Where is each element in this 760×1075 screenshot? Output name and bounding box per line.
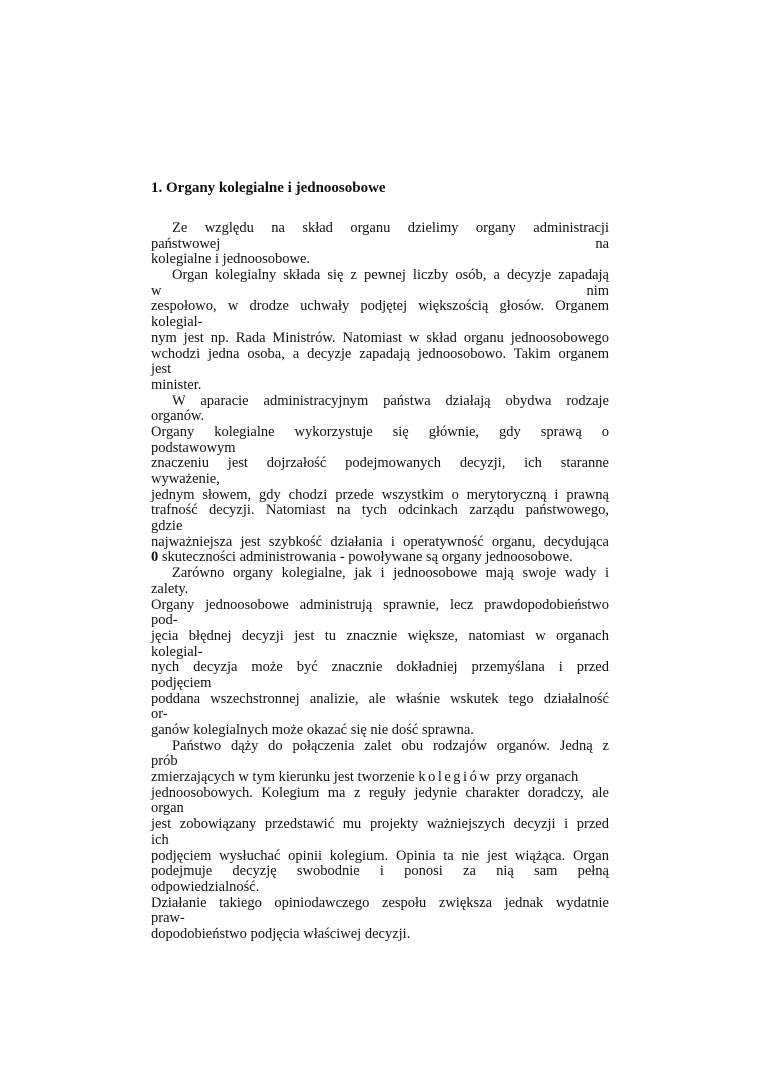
text-line: Organy kolegialne wykorzystuje się głównie, gdy sprawą o bbox=[151, 423, 609, 440]
text-line: jednoosobowych. Kolegium ma z reguły jedynie charakter doradczy, ale bbox=[151, 784, 609, 801]
text-line: ganów kolegialnych może okazać się nie dość sprawna. bbox=[151, 722, 474, 738]
text-line: znaczeniu jest dojrzałość podejmowanych decyzji, ich staranne bbox=[151, 455, 609, 472]
text-line: jest bbox=[151, 361, 172, 378]
text-line: kolegial- bbox=[151, 643, 203, 660]
text-line: kolegial- bbox=[151, 314, 203, 331]
text-line: organ bbox=[151, 800, 184, 817]
text-line: podstawowym bbox=[151, 439, 236, 456]
text-line: wchodzi jedna osoba, a decyzje zapadają jednoosobowo. Takim organem bbox=[151, 345, 609, 362]
text-line: jest zobowiązany przedstawić mu projekty ważniejszych decyzji i przed bbox=[151, 816, 609, 833]
text-line: Ze względu na skład organu dzielimy organy administracji bbox=[172, 220, 609, 236]
text-line: prób bbox=[151, 753, 178, 770]
text-fragment: skuteczności administrowania - powoływane są organy jednoosobowe. bbox=[158, 549, 573, 566]
text-line: Państwo dąży do połączenia zalet obu rodzajów organów. Jedną z bbox=[172, 737, 609, 754]
text-fragment: w bbox=[151, 282, 162, 299]
text-line: podjęciem wysłuchać opinii kolegium. Opinia ta nie jest wiążąca. Organ bbox=[151, 847, 609, 864]
text-line: Organy jednoosobowe administrują sprawnie, lecz prawdopodobieństwo bbox=[151, 596, 609, 613]
text-line: ich bbox=[151, 831, 169, 848]
text-fragment: nim bbox=[586, 282, 609, 299]
text-line: podjęciem bbox=[151, 674, 212, 691]
text-line: organów. bbox=[151, 408, 205, 425]
text-line: zalety. bbox=[151, 580, 189, 597]
text-line: Organ kolegialny składa się z pewnej liczby osób, a decyzje zapadają bbox=[172, 267, 609, 284]
text-line: jęcia błędnej decyzji jest tu znacznie większe, natomiast w organach bbox=[151, 627, 609, 644]
text-line: odpowiedzialność. bbox=[151, 878, 260, 895]
body-text bbox=[151, 221, 609, 943]
text-line bbox=[151, 237, 609, 253]
text-line: trafność decyzji. Natomiast na tych odcinkach zarządu państwowego, bbox=[151, 502, 609, 519]
text-fragment-spaced: kolegiów bbox=[418, 769, 493, 786]
text-line bbox=[151, 284, 609, 300]
text-fragment: państwowej bbox=[151, 235, 221, 252]
text-line: or- bbox=[151, 706, 168, 723]
text-line: Zarówno organy kolegialne, jak i jednoosobowe mają swoje wady i bbox=[172, 565, 609, 582]
text-line: nym jest np. Rada Ministrów. Natomiast w skład organu jednoosobowego bbox=[151, 329, 609, 346]
text-line: praw- bbox=[151, 910, 185, 927]
text-line: minister. bbox=[151, 376, 202, 393]
section-heading: 1. Organy kolegialne i jednoosobowe bbox=[151, 180, 386, 196]
text-line: kolegialne i jednoosobowe. bbox=[151, 251, 311, 268]
text-fragment: zmierzających w tym kierunku jest tworzenie bbox=[151, 769, 419, 786]
text-fragment: przy organach bbox=[492, 769, 579, 786]
text-line: wyważenie, bbox=[151, 471, 220, 487]
text-line: dopodobieństwo podjęcia właściwej decyzji. bbox=[151, 925, 411, 942]
text-line: podejmuje decyzję swobodnie i ponosi za nią sam pełną bbox=[151, 863, 609, 880]
text-line: pod- bbox=[151, 612, 178, 629]
text-line: jednym słowem, gdy chodzi przede wszystkim o merytoryczną i prawną bbox=[151, 486, 609, 503]
text-line bbox=[151, 770, 609, 786]
text-line: Działanie takiego opiniodawczego zespołu zwiększa jednak wydatnie bbox=[151, 894, 609, 911]
text-line: zespołowo, w drodze uchwały podjętej większością głosów. Organem bbox=[151, 298, 609, 315]
text-fragment: 0 bbox=[151, 549, 159, 566]
text-line: poddana wszechstronnej analizie, ale właśnie wskutek tego działalność bbox=[151, 690, 609, 707]
text-line: gdzie bbox=[151, 518, 183, 535]
text-line: nych decyzja może być znacznie dokładniej przemyślana i przed bbox=[151, 659, 609, 676]
text-line: najważniejsza jest szybkość działania i operatywność organu, decydująca bbox=[151, 533, 609, 550]
text-line bbox=[151, 550, 609, 566]
text-line: W aparacie administracyjnym państwa działają obydwa rodzaje bbox=[172, 392, 609, 409]
text-fragment: na bbox=[595, 235, 609, 252]
